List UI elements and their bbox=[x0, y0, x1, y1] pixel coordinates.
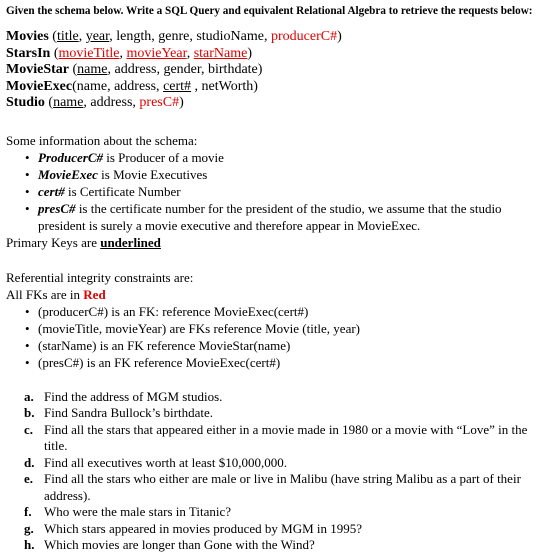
info-heading: Some information about the schema: bbox=[6, 132, 198, 148]
underlined-word: underlined bbox=[100, 234, 161, 250]
relation-name: StarsIn bbox=[6, 45, 51, 61]
question-item: a. Find the address of MGM studios. bbox=[24, 388, 223, 404]
question-list bbox=[6, 389, 538, 554]
schema-moviestar: MovieStar (name, address, gender, birthdate) bbox=[6, 62, 263, 77]
pk-name: name bbox=[53, 95, 84, 110]
pk-fk-movietitle: movieTitle bbox=[58, 45, 120, 61]
list-item: • ProducerC# is Producer of a movie bbox=[6, 149, 538, 166]
intro-text: Given the schema below. Write a SQL Query and equivalent Relational Algebra to retrieve the requests below: bbox=[6, 5, 533, 17]
red-word: Red bbox=[83, 286, 106, 302]
list-item: • (producerC#) is an FK: reference MovieExec(cert#) bbox=[6, 303, 538, 320]
question-item: e. Find all the stars who either are male or live in Malibu (have string Malibu as a part of their address). bbox=[24, 471, 521, 503]
pk-note: Primary Keys are underlined bbox=[6, 234, 161, 250]
pk-cert: cert# bbox=[163, 78, 192, 94]
pk-year: year bbox=[85, 29, 110, 44]
info-list bbox=[6, 149, 538, 234]
ref-heading: Referential integrity constraints are: bbox=[6, 269, 194, 285]
list-item: • cert# is Certificate Number bbox=[6, 183, 538, 200]
pk-title: title bbox=[56, 29, 79, 44]
question-item: h. Which movies are longer than Gone with the Wind? bbox=[24, 537, 315, 552]
list-item: • (presC#) is an FK reference MovieExec(cert#) bbox=[6, 354, 538, 371]
fk-note: All FKs are in Red bbox=[6, 286, 106, 302]
schema-starsin: StarsIn (movieTitle, movieYear, starName) bbox=[6, 45, 253, 61]
document-page bbox=[6, 4, 538, 554]
question-item: b. Find Sandra Bullock’s birthdate. bbox=[24, 405, 213, 420]
list-item: • presC# is the certificate number for the president of the studio, we assume that the studio president is surely a movie executive and therefore appear in MovieExec. bbox=[6, 200, 538, 234]
ref-list bbox=[6, 303, 538, 371]
question-item: g. Which stars appeared in movies produced by MGM in 1995? bbox=[24, 520, 363, 536]
schema-block bbox=[6, 29, 538, 112]
relation-name: MovieExec bbox=[6, 78, 73, 94]
pk-fk-movieyear: movieYear bbox=[126, 45, 187, 61]
fk-pres: presC# bbox=[139, 95, 180, 110]
list-item: • (movieTitle, movieYear) are FKs reference Movie (title, year) bbox=[6, 320, 538, 337]
relation-name: MovieStar bbox=[6, 62, 69, 77]
relation-name: Movies bbox=[6, 29, 49, 44]
pk-name: name bbox=[77, 62, 108, 77]
relation-name: Studio bbox=[6, 95, 45, 110]
list-item: • (starName) is an FK reference MovieStar(name) bbox=[6, 337, 538, 354]
fk-producer: producerC# bbox=[271, 29, 338, 44]
question-item: d. Find all executives worth at least $10,000,000. bbox=[24, 454, 287, 470]
question-item: f. Who were the male stars in Titanic? bbox=[24, 504, 232, 519]
schema-movieexec: MovieExec(name, address, cert# , netWorth) bbox=[6, 78, 258, 94]
schema-studio: Studio (name, address, presC#) bbox=[6, 95, 184, 110]
referential-section bbox=[6, 269, 538, 371]
pk-fk-starname: starName bbox=[193, 45, 248, 61]
list-item: • MovieExec is Movie Executives bbox=[6, 166, 538, 183]
schema-movies: Movies (title, year, length, genre, studioName, producerC#) bbox=[6, 29, 342, 44]
question-item: c. Find all the stars that appeared either in a movie made in 1980 or a movie with “Love” in the title. bbox=[24, 421, 528, 453]
schema-info-section bbox=[6, 132, 538, 251]
